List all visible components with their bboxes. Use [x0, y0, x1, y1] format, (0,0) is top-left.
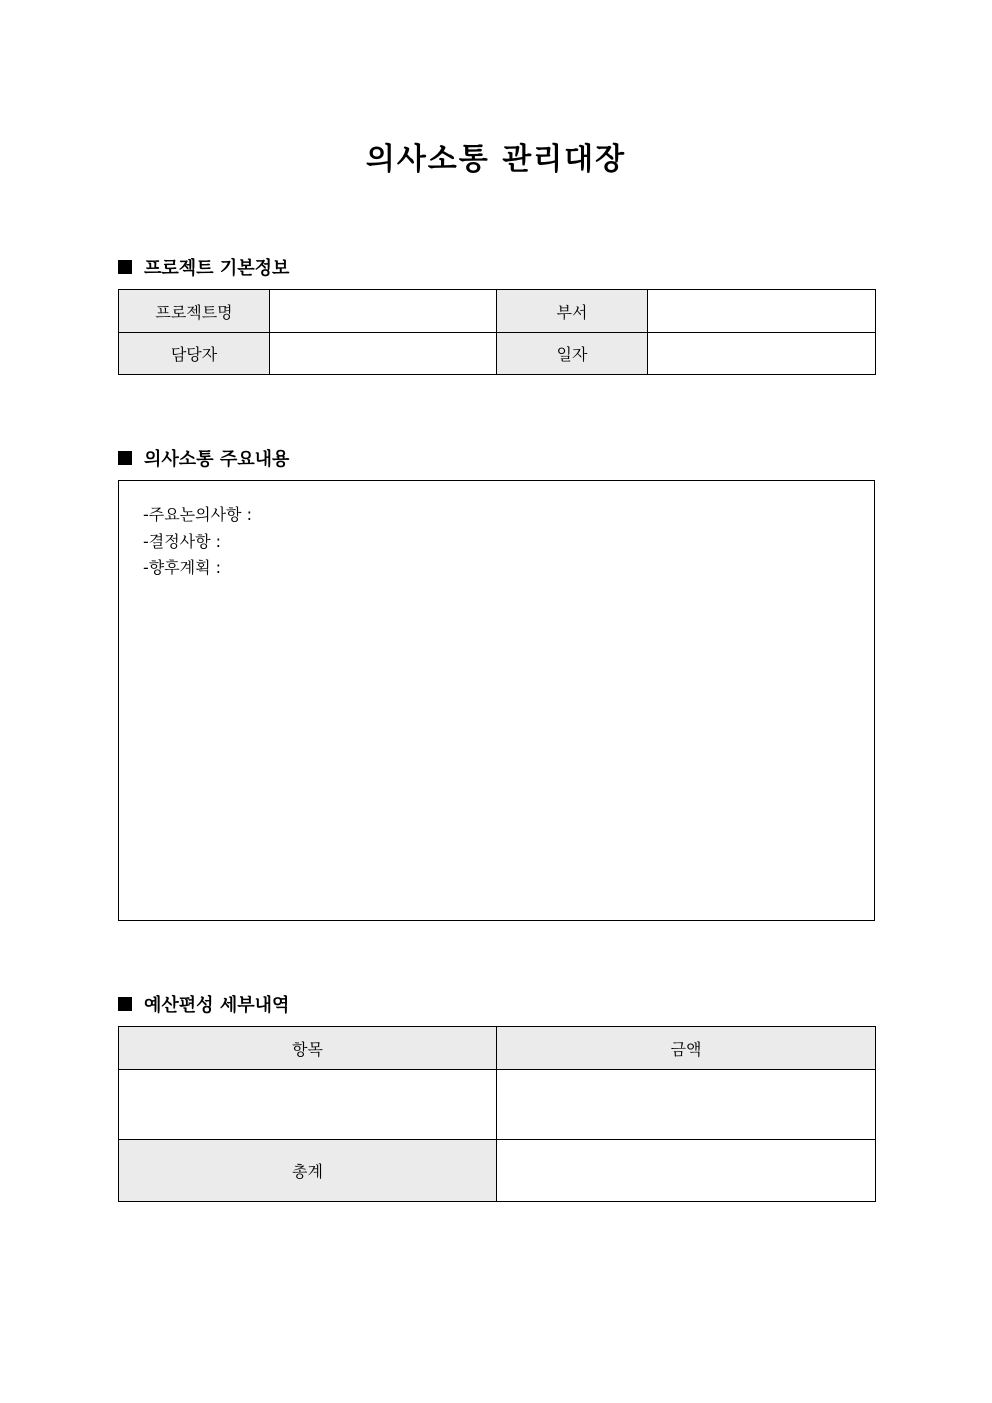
- future-plan-line: -향후계획 :: [143, 558, 222, 577]
- department-label: 부서: [497, 290, 648, 333]
- budget-table: [118, 1026, 876, 1202]
- manager-label: 담당자: [119, 333, 270, 375]
- section-heading-communication: [118, 445, 289, 471]
- section-heading-text: 예산편성 세부내역: [144, 995, 290, 1016]
- table-header-row: [119, 1027, 876, 1070]
- manager-field[interactable]: [270, 333, 497, 375]
- table-row: [119, 333, 876, 375]
- section-heading-text: 의사소통 주요내용: [144, 449, 290, 470]
- date-label: 일자: [497, 333, 648, 375]
- basic-info-table: [118, 289, 876, 375]
- square-bullet-icon: [118, 451, 132, 465]
- project-name-field[interactable]: [270, 290, 497, 333]
- section-heading-text: 프로젝트 기본정보: [144, 258, 290, 279]
- total-amount-field[interactable]: [497, 1140, 876, 1202]
- date-field[interactable]: [648, 333, 876, 375]
- budget-item-field[interactable]: [119, 1070, 497, 1140]
- item-column-header: 항목: [119, 1027, 497, 1070]
- total-label: 총계: [119, 1140, 497, 1202]
- page-title: 의사소통 관리대장: [365, 142, 627, 177]
- main-discussion-line: -주요논의사항 :: [143, 505, 252, 524]
- table-row: [119, 290, 876, 333]
- budget-amount-field[interactable]: [497, 1070, 876, 1140]
- square-bullet-icon: [118, 260, 132, 274]
- department-field[interactable]: [648, 290, 876, 333]
- amount-column-header: 금액: [497, 1027, 876, 1070]
- square-bullet-icon: [118, 997, 132, 1011]
- table-row: [119, 1070, 876, 1140]
- section-heading-basic-info: [118, 254, 289, 280]
- project-name-label: 프로젝트명: [119, 290, 270, 333]
- table-row: [119, 1140, 876, 1202]
- communication-notes-box[interactable]: [118, 480, 875, 921]
- decisions-line: -결정사항 :: [143, 532, 222, 551]
- section-heading-budget: [118, 991, 289, 1017]
